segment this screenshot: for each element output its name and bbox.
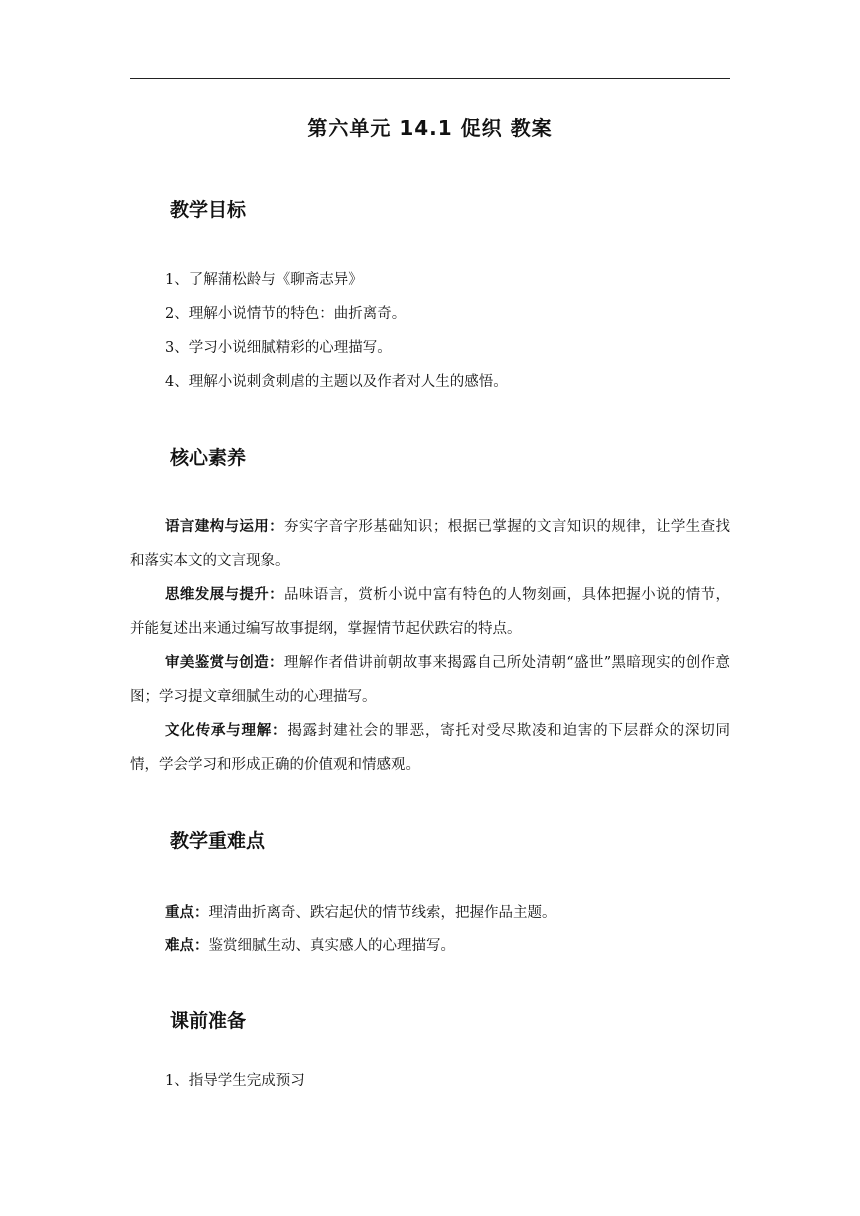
key-point-item <box>165 934 455 955</box>
header-rule <box>130 78 730 79</box>
competency-label: 审美鉴赏与创造： <box>165 655 284 671</box>
competency-text: 理解作者借讲前朝故事来揭露自己所处清朝“盛世”黑暗现实的创作意图；学习提文章细腻生动的心理描写。 <box>130 655 731 705</box>
competency-paragraph <box>130 714 730 782</box>
competency-paragraph <box>130 578 730 646</box>
competency-label: 思维发展与提升： <box>165 587 285 603</box>
section-heading-objectives: 教学目标 <box>170 199 247 221</box>
objective-item: 2、理解小说情节的特色：曲折离奇。 <box>165 306 407 322</box>
key-point-text: 鉴赏细腻生动、真实感人的心理描写。 <box>208 938 455 954</box>
document-title: 第六单元 14.1 促织 教案 <box>307 116 553 140</box>
competency-text: 夯实字音字形基础知识；根据已掌握的文言知识的规律，让学生查找和落实本文的文言现象。 <box>130 519 731 569</box>
objective-item: 3、学习小说细腻精彩的心理描写。 <box>165 340 392 356</box>
section-heading-preparation: 课前准备 <box>170 1010 247 1032</box>
competency-paragraph <box>130 510 730 578</box>
key-point-label: 难点： <box>165 938 209 954</box>
section-heading-competencies: 核心素养 <box>170 447 247 469</box>
competency-text: 品味语言，赏析小说中富有特色的人物刻画，具体把握小说的情节，并能复述出来通过编写故事提纲，掌握情节起伏跌宕的特点。 <box>130 587 731 637</box>
key-point-item <box>165 901 557 922</box>
section-heading-key-points: 教学重难点 <box>170 830 266 852</box>
competency-label: 语言建构与运用： <box>165 519 285 535</box>
competency-label: 文化传承与理解： <box>165 723 288 739</box>
competency-text: 揭露封建社会的罪恶，寄托对受尽欺凌和迫害的下层群众的深切同情，学会学习和形成正确的价值观和情感观。 <box>130 723 731 773</box>
key-point-label: 重点： <box>165 905 209 921</box>
key-point-text: 理清曲折离奇、跌宕起伏的情节线索，把握作品主题。 <box>208 905 557 921</box>
objective-item: 4、理解小说刺贪刺虐的主题以及作者对人生的感悟。 <box>165 374 508 390</box>
competency-paragraph <box>130 646 730 714</box>
objective-item: 1、了解蒲松龄与《聊斋志异》 <box>165 272 363 288</box>
preparation-item: 1、指导学生完成预习 <box>165 1073 305 1089</box>
